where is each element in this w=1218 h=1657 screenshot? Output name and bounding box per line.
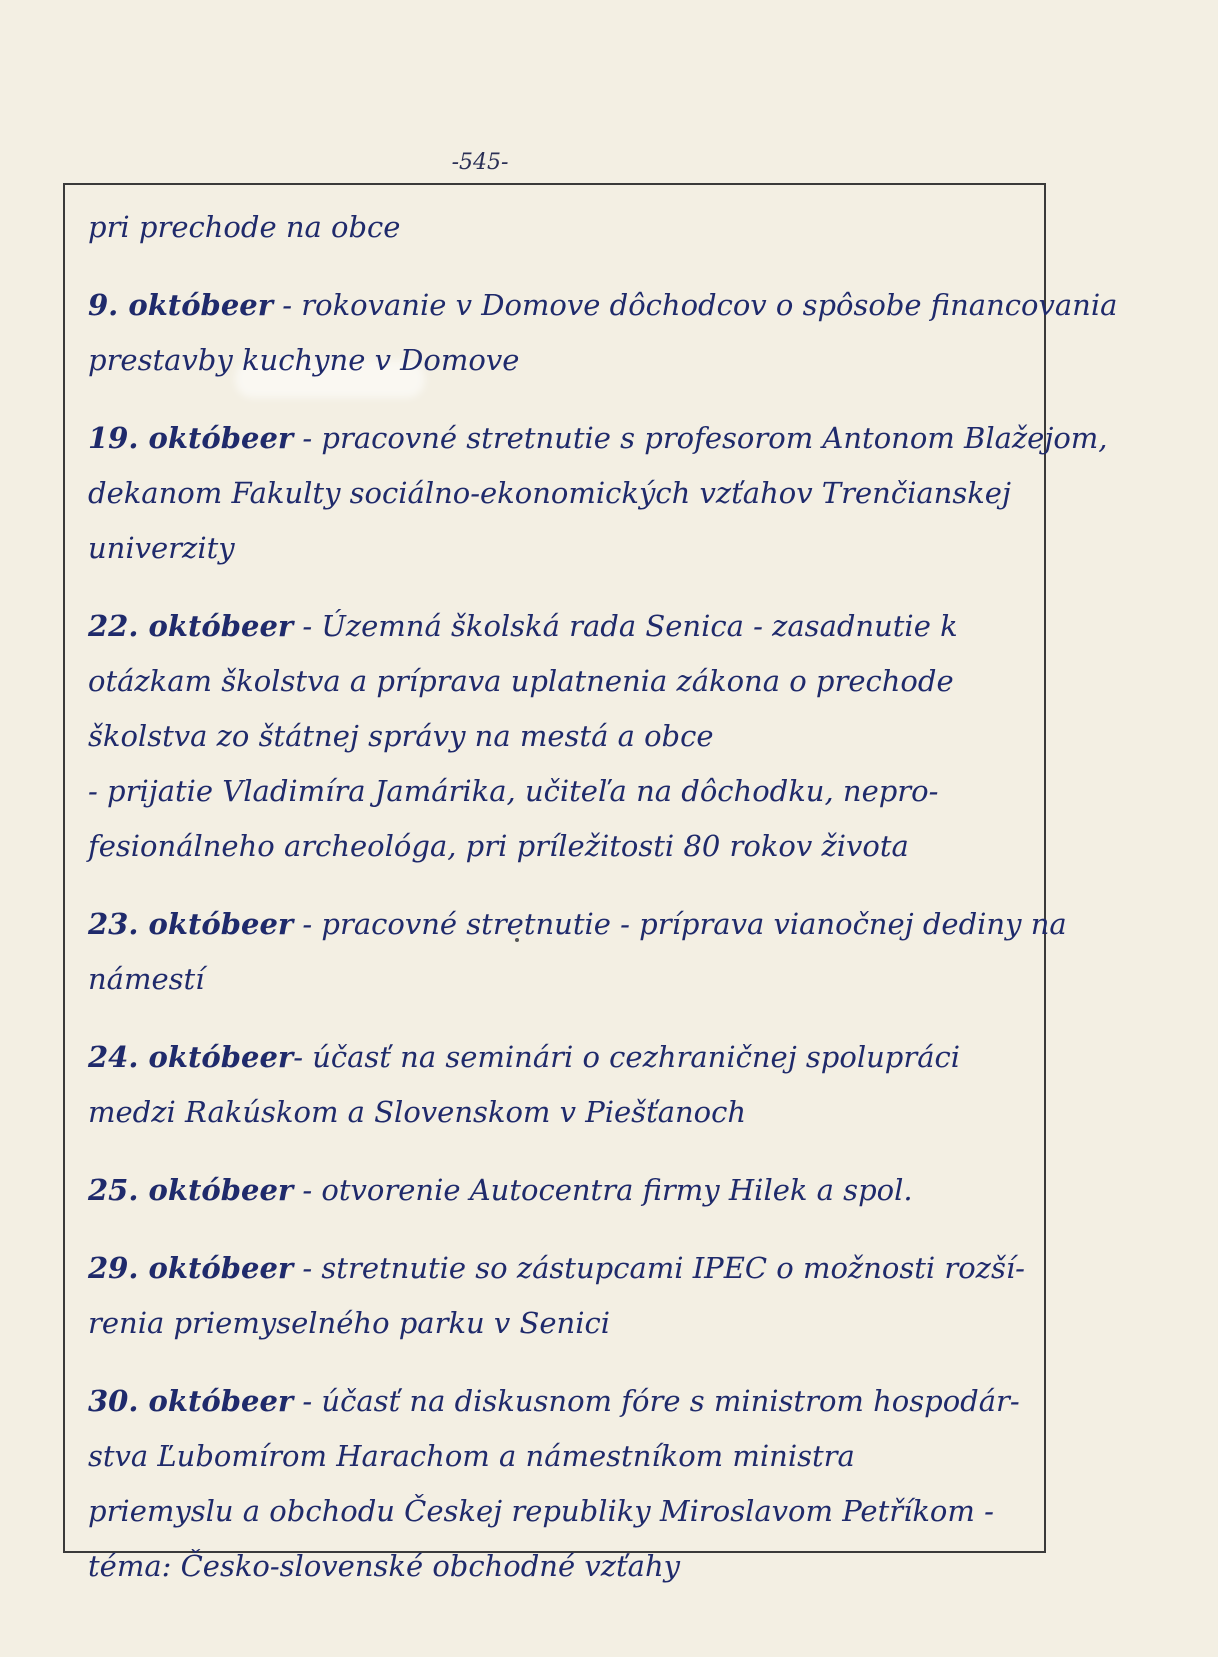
entry-line xyxy=(88,1241,1038,1296)
entry-text: - pracovné stretnutie - príprava vianočnej dediny na xyxy=(293,907,1067,941)
entry-text: - pracovné stretnutie s profesorom Antonom Blažejom, xyxy=(293,421,1108,455)
entry-line xyxy=(88,278,1118,333)
entry-line xyxy=(88,466,1038,521)
entry-date: 19. októbeer xyxy=(88,421,294,455)
entry-text: fesionálneho archeológa, pri príležitosti 80 rokov života xyxy=(88,829,909,863)
entry xyxy=(88,599,1038,874)
entry-line xyxy=(88,952,1038,1007)
entry-date: 24. októbeer xyxy=(88,1040,294,1074)
entry-text: dekanom Fakulty sociálno-ekonomických vzťahov Trenčianskej xyxy=(88,476,1011,510)
page-number: -545- xyxy=(451,150,509,175)
entry-line xyxy=(88,654,1038,709)
entry-text: téma: Česko-slovenské obchodné vzťahy xyxy=(88,1549,681,1583)
entry-text: otázkam školstva a príprava uplatnenia zákona o prechode xyxy=(88,664,954,698)
entry-line xyxy=(88,599,1038,654)
entry-text: - stretnutie so zástupcami IPEC o možnosti rozší- xyxy=(293,1251,1025,1285)
entry xyxy=(88,411,1108,576)
entry xyxy=(88,1374,1038,1594)
entry-text: prestavby kuchyne v Domove xyxy=(88,343,520,377)
entry-line xyxy=(88,709,1038,764)
entry-line xyxy=(88,200,1038,255)
entry-date: 25. októbeer xyxy=(88,1173,294,1207)
entry-date: 29. októbeer xyxy=(88,1251,294,1285)
entry-date: 22. októbeer xyxy=(88,609,294,643)
entry-line xyxy=(88,1296,1038,1351)
entry-line xyxy=(88,1539,1038,1594)
entry-text: - rokovanie v Domove dôchodcov o spôsobe financovania xyxy=(273,288,1118,322)
entry-line xyxy=(88,819,1038,874)
entry-line xyxy=(88,1030,1038,1085)
entry-line xyxy=(88,764,1038,819)
entry xyxy=(88,200,1038,255)
entry-date: 30. októbeer xyxy=(88,1384,294,1418)
entry xyxy=(88,1163,1038,1218)
entry-line xyxy=(88,521,1038,576)
entry-line xyxy=(88,897,1067,952)
entry-text: - účasť na seminári o cezhraničnej spolupráci xyxy=(293,1040,961,1074)
entry-text: priemyslu a obchodu Českej republiky Miroslavom Petříkom - xyxy=(88,1494,994,1528)
entry xyxy=(88,1030,1038,1140)
entry-line xyxy=(88,1484,1038,1539)
entry-text: renia priemyselného parku v Senici xyxy=(88,1306,611,1340)
entry-line xyxy=(88,1163,1038,1218)
entry-line xyxy=(88,411,1108,466)
entry-text: univerzity xyxy=(88,531,235,565)
entry-text: - účasť na diskusnom fóre s ministrom hospodár- xyxy=(293,1384,1020,1418)
entry-text: - Územná školská rada Senica - zasadnutie k xyxy=(293,609,958,643)
entry-date: 23. októbeer xyxy=(88,907,294,941)
entry-text: medzi Rakúskom a Slovenskom v Piešťanoch xyxy=(88,1095,747,1129)
entry-line xyxy=(88,1085,1038,1140)
entry-text: stva Ľubomírom Harachom a námestníkom ministra xyxy=(88,1439,855,1473)
entry-line xyxy=(88,1429,1038,1484)
entry-line xyxy=(88,333,1038,388)
entry-line xyxy=(88,1374,1038,1429)
entry xyxy=(88,1241,1038,1351)
entry-text: pri prechode na obce xyxy=(88,210,401,244)
entry-text: školstva zo štátnej správy na mestá a obce xyxy=(88,719,714,753)
entry xyxy=(88,278,1118,388)
entry-text: - otvorenie Autocentra firmy Hilek a spol. xyxy=(293,1173,913,1207)
entry xyxy=(88,897,1067,1007)
entries-list xyxy=(88,200,1118,1617)
entry-text: - prijatie Vladimíra Jamárika, učiteľa na dôchodku, nepro- xyxy=(88,774,939,808)
entry-date: 9. októbeer xyxy=(88,288,274,322)
entry-text: námestí xyxy=(88,962,205,996)
